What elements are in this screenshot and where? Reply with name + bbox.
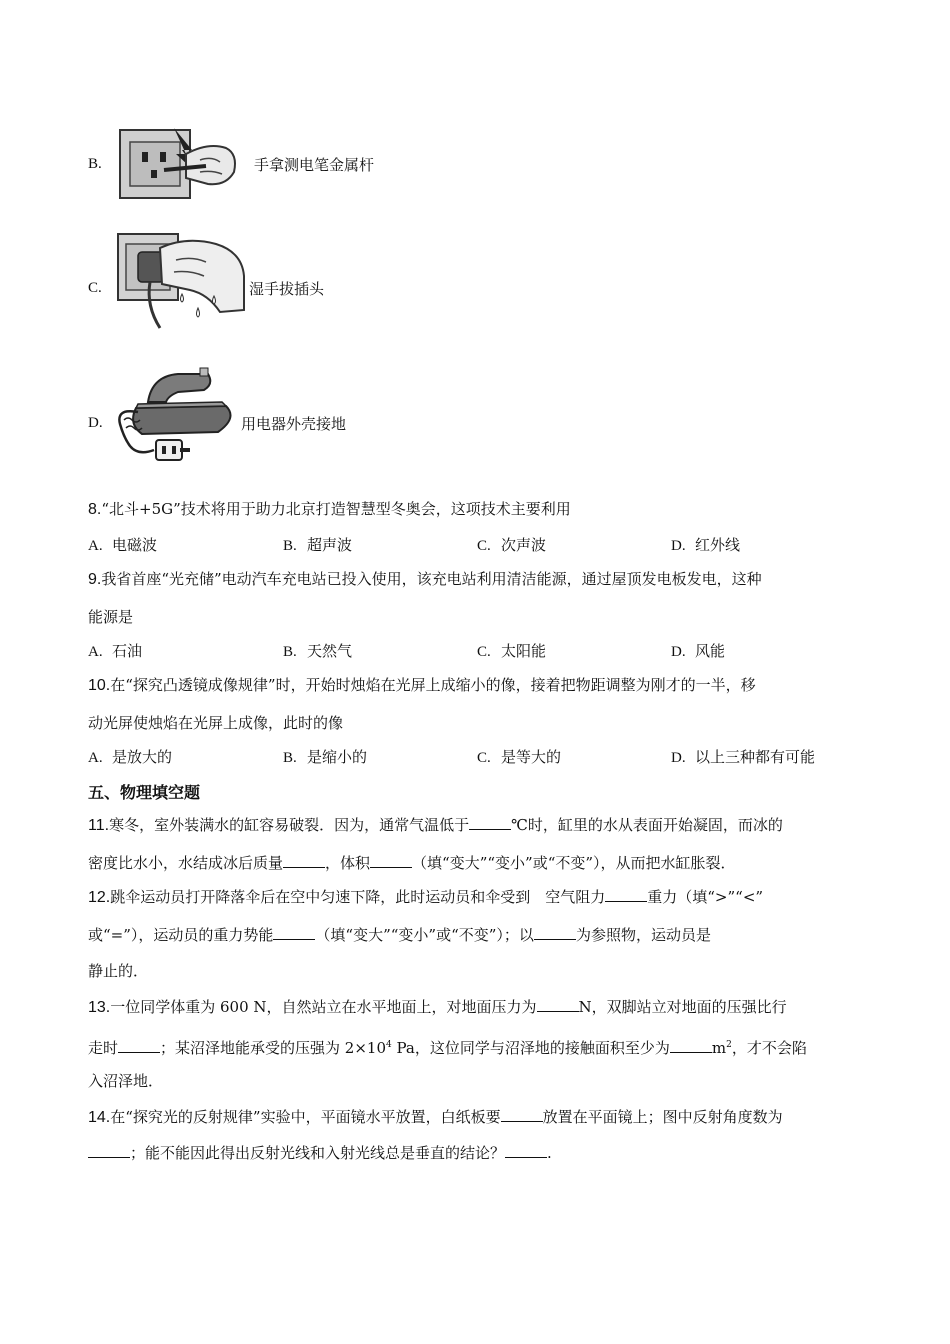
q8-option-d: D. 红外线: [671, 536, 741, 554]
answer-blank[interactable]: [283, 853, 325, 868]
answer-blank[interactable]: [469, 815, 511, 830]
answer-blank[interactable]: [370, 853, 412, 868]
question-9-line2: 能源是: [88, 608, 134, 626]
question-text-line1: 在“探究凸透镜成像规律”时，开始时烛焰在光屏上成缩小的像，接着把物距调整为刚才的一半，移: [110, 676, 756, 694]
q10-option-d: D. 以上三种都有可能: [671, 748, 816, 766]
option-d-label: D.: [88, 415, 103, 431]
question-14-line2: ；能不能因此得出反射光线和入射光线总是垂直的结论？ .: [88, 1142, 552, 1164]
q8-option-b: B. 超声波: [283, 536, 353, 554]
q8-option-a: A. 电磁波: [88, 536, 158, 554]
question-12-line3: 静止的．: [88, 962, 149, 980]
q9-option-d: D. 风能: [671, 642, 726, 660]
answer-blank[interactable]: [670, 1038, 712, 1053]
answer-blank[interactable]: [534, 925, 576, 940]
q8-option-c: C. 次声波: [477, 536, 547, 554]
question-10: [88, 674, 756, 697]
answer-blank[interactable]: [537, 997, 579, 1012]
socket-hand-test-pen-icon: [116, 120, 242, 202]
section-title: 五、物理填空题: [88, 783, 201, 802]
answer-blank[interactable]: [118, 1038, 160, 1053]
option-b-caption: 手拿测电笔金属杆: [254, 156, 375, 174]
question-13-line3: 入沼泽地．: [88, 1072, 164, 1090]
question-14-line1: 14.在“探究光的反射规律”实验中，平面镜水平放置，白纸板要 放置在平面镜上；图中反射角度数为: [88, 1108, 783, 1126]
q9-option-a: A. 石油: [88, 642, 143, 660]
answer-blank[interactable]: [505, 1143, 547, 1158]
answer-blank[interactable]: [501, 1107, 543, 1122]
answer-blank[interactable]: [273, 925, 315, 940]
question-number: 9.: [88, 571, 102, 588]
question-10-line2: 动光屏使烛焰在光屏上成像，此时的像: [88, 714, 344, 732]
question-11-line2: 密度比水小，水结成冰后质量 ，体积 （填“变大”“变小”或“不变”），从而把水缸胀裂．: [88, 854, 736, 872]
option-c-caption: 湿手拔插头: [249, 280, 325, 298]
wet-hand-unplug-icon: [116, 230, 248, 330]
question-11-line1: 11.寒冬，室外装满水的缸容易破裂．因为，通常气温低于 ℃时，缸里的水从表面开始凝固，而冰的: [88, 816, 783, 834]
option-c-label: C.: [88, 280, 102, 296]
question-number: 10.: [88, 677, 111, 694]
q9-option-c: C. 太阳能: [477, 642, 547, 660]
question-12-line2: 或“=”），运动员的重力势能 （填“变大”“变小”或“不变”）；以 为参照物，运动员是: [88, 926, 711, 944]
question-8: [88, 498, 571, 521]
option-b-label: B.: [88, 156, 102, 172]
answer-blank[interactable]: [88, 1143, 130, 1158]
question-13-line1: 13.一位同学体重为 600 N，自然站立在水平地面上，对地面压力为 N，双脚站立对地面的压强比行: [88, 998, 787, 1016]
question-13-line2: 走时 ；某沼泽地能承受的压强为 $2\times 10^4$ Pa，这位同学与沼泽地的接触面积至少为 $m^2$，才不会陷: [88, 1039, 807, 1057]
q10-option-c: C. 是等大的: [477, 748, 562, 766]
question-9: [88, 568, 762, 591]
answer-blank[interactable]: [605, 887, 647, 902]
question-number: 8.: [88, 501, 102, 518]
q10-option-b: B. 是缩小的: [283, 748, 368, 766]
electric-iron-icon: [108, 362, 240, 468]
question-12-line1: 12.跳伞运动员打开降落伞后在空中匀速下降，此时运动员和伞受到 空气阻力 重力（填“>”“<”: [88, 888, 764, 906]
question-text: “北斗+5G”技术将用于助力北京打造智慧型冬奥会，这项技术主要利用: [101, 500, 571, 518]
question-text-line1: 我省首座“光充储”电动汽车充电站已投入使用，该充电站利用清洁能源，通过屋顶发电板发电，这种: [101, 570, 762, 588]
q10-option-a: A. 是放大的: [88, 748, 173, 766]
q9-option-b: B. 天然气: [283, 642, 353, 660]
option-d-caption: 用电器外壳接地: [241, 415, 347, 433]
